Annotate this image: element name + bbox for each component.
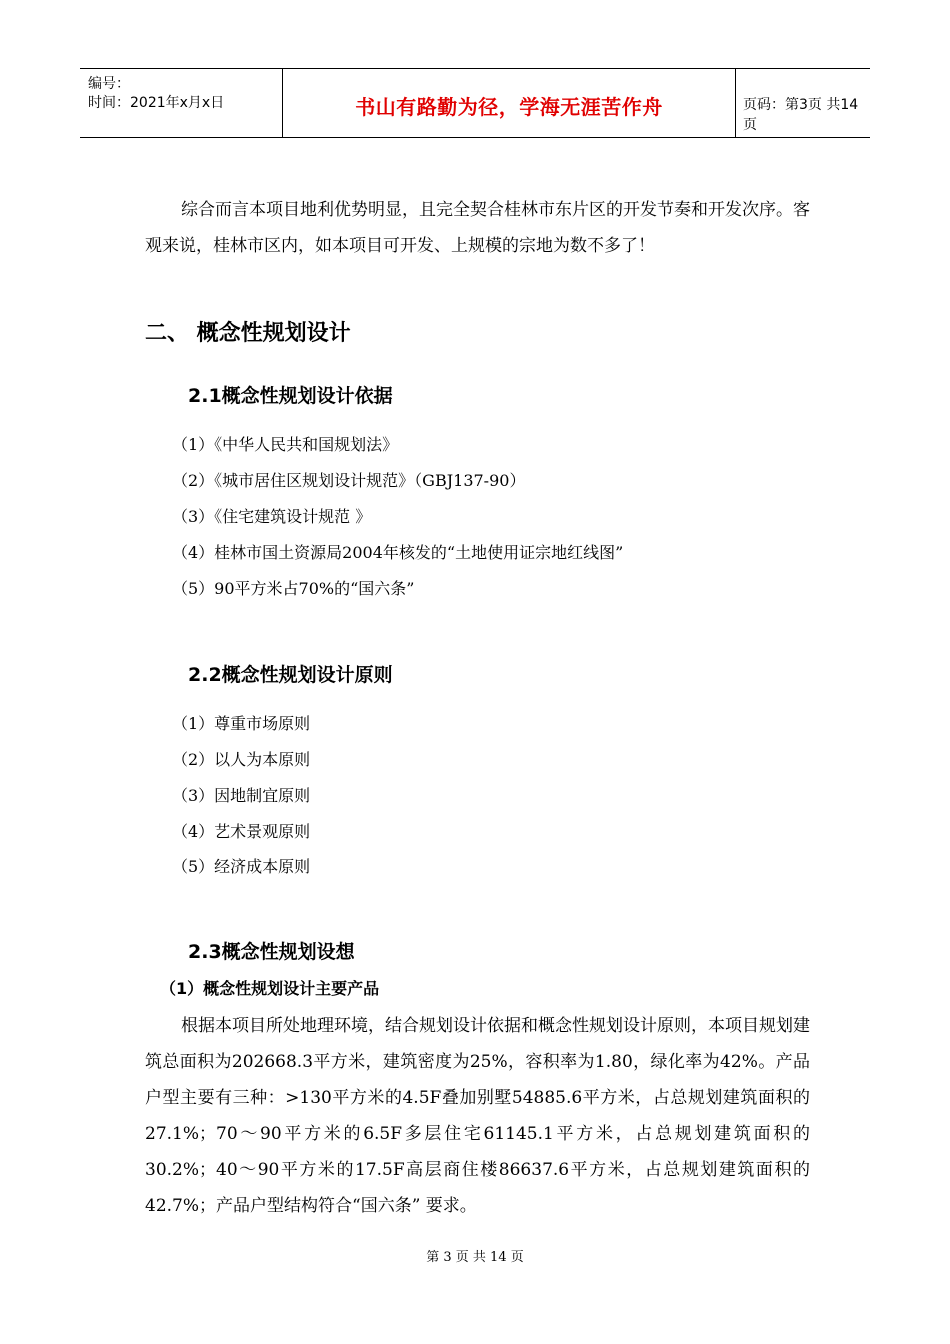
header-page-info: 页码：第3页 共14页 [743,97,859,133]
list-item: （4）桂林市国土资源局2004年核发的“土地使用证宗地红线图” [172,543,624,562]
list-item: （2）以人为本原则 [172,750,311,769]
doc-number-label: 编号： [88,76,130,92]
list-item: （5）经济成本原则 [172,857,311,876]
subsection-title-2-3: 2.3概念性规划设想 [188,941,355,963]
subsection-subtitle: （1）概念性规划设计主要产品 [160,979,380,998]
list-item: （5）90平方米占70%的“国六条” [172,579,415,598]
page-footer: 第 3 页 共 14 页 [426,1250,524,1265]
subsection-title-2-2: 2.2概念性规划设计原则 [188,664,393,686]
products-paragraph: 根据本项目所处地理环境，结合规划设计依据和概念性规划设计原则，本项目规划建筑总面积为202668.3平方米，建筑密度为25%，容积率为1.80，绿化率为42%。产品户型主要有三种：>130平方米的4.5F叠加别墅54885.6平方米，占总规划建筑面积的27.1%；70～90平方米的6.5F多层住宅61145.1平方米，占总规划建筑面积的30.2%；40～90平方米的17.5F高层商住楼86637.6平方米，占总规划建筑面积的42.7%；产品户型结构符合“国六条” 要求。 [145,1016,810,1216]
section-title: 二、 概念性规划设计 [145,321,351,346]
list-item: （3）《住宅建筑设计规范 》 [172,507,372,526]
list-item: （1）尊重市场原则 [172,714,311,733]
list-item: （1）《中华人民共和国规划法》 [172,435,399,454]
list-item: （3）因地制宜原则 [172,786,311,805]
header-meta-cell [80,69,282,137]
document-header [80,68,870,138]
header-motto-cell [282,69,736,137]
list-item: （2）《城市居住区规划设计规范》（GBJ137-90） [172,471,526,490]
header-motto: 书山有路勤为径，学海无涯苦作舟 [355,95,663,119]
intro-paragraph: 综合而言本项目地利优势明显，且完全契合桂林市东片区的开发节奏和开发次序。客观来说，桂林市区内，如本项目可开发、上规模的宗地为数不多了！ [145,200,810,256]
header-page-cell [735,69,870,137]
subsection-title-2-1: 2.1概念性规划设计依据 [188,385,393,407]
doc-date: 时间：2021年x月x日 [88,95,225,111]
list-item: （4）艺术景观原则 [172,822,311,841]
